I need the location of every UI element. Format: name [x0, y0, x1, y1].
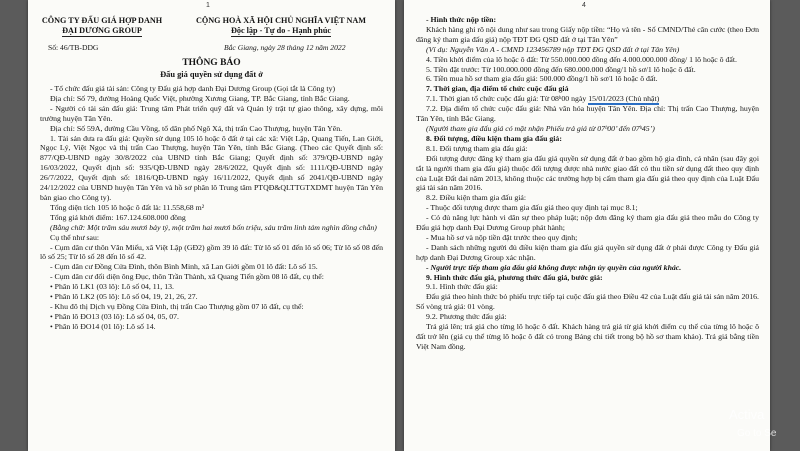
- paragraph: 7.2. Địa điểm tổ chức cuộc đấu giá: Nhà văn hóa huyện Tân Yên. Địa chỉ: Thị trấn Cao Thượng, huyện Tân Yên, tỉnh Bắc Giang.: [416, 104, 759, 124]
- document-page-right: [404, 0, 770, 451]
- paragraph: - Có đủ năng lực hành vi dân sự theo pháp luật; nộp đơn đăng ký tham gia đấu giá theo mẫu do Công ty Đấu giá hợp danh Đại Dương Group phát hành;: [416, 213, 759, 233]
- paragraph: (Người tham gia đấu giá có mặt nhận Phiếu trả giá từ 07ʰ00’ đến 07ʰ45’): [426, 123, 655, 133]
- paragraph: - Mua hồ sơ và nộp tiền đặt trước theo quy định;: [426, 232, 578, 242]
- company-header: [34, 16, 170, 37]
- national-motto: [170, 16, 392, 37]
- paragraph: 9.1. Hình thức đấu giá:: [426, 282, 498, 292]
- paragraph: - Danh sách những người đủ điều kiện tham gia đấu giá quyền sử dụng đất ở phải được Công ty Đấu giá hợp danh Đại Dương Group xác nhận.: [416, 242, 759, 262]
- paragraph: 5. Tiền đặt trước: Từ 100.000.000 đồng đến 680.000.000 đồng/1 hồ sơ/1 lô hoặc ô đất.: [426, 64, 696, 74]
- paragraph: • Phân lô LK1 (03 lô): Lô số 04, 11, 13.: [50, 282, 174, 292]
- document-body-left: [40, 84, 383, 332]
- paragraph: 4. Tiền khởi điểm của lô hoặc ô đất: Từ 550.000.000 đồng đến 4.000.000.000 đồng/ 1 lô hoặc ô đất.: [426, 54, 737, 64]
- paragraph: - Người trực tiếp tham gia đấu giá không được nhận ủy quyền của người khác.: [426, 262, 682, 272]
- paragraph: • Phân lô ĐO13 (03 lô): Lô số 04, 05, 07.: [50, 311, 179, 321]
- paragraph: (Ví dụ: Nguyễn Văn A - CMND 123456789 nộp TĐT ĐG QSD đất ở tại Tân Yên): [426, 44, 680, 54]
- page-number: 4: [582, 2, 586, 9]
- motto: Độc lập - Tự do - Hạnh phúc: [230, 26, 332, 35]
- paragraph: 9. Hình thức đấu giá, phương thức đấu giá, bước giá:: [426, 272, 603, 282]
- company-name-line2: ĐẠI DƯƠNG GROUP: [62, 26, 142, 35]
- company-name-line1: CÔNG TY ĐẤU GIÁ HỢP DANH: [41, 16, 163, 25]
- paragraph: - Cụm dân cư thôn Văn Miếu, xã Việt Lập (GĐ2) gồm 39 lô đất: Từ lô số 01 đến lô số 06; Từ lô số 08 đến lô số 25; Từ lô số 28 đến lô số 42.: [40, 242, 383, 262]
- paragraph: - Tổ chức đấu giá tài sản: Công ty Đấu giá hợp danh Đại Dương Group (Gọi tắt là Công ty): [50, 84, 336, 93]
- paragraph: 9.2. Phương thức đấu giá:: [426, 312, 507, 322]
- paragraph: - Thuộc đối tượng được tham gia đấu giá theo quy định tại mục 8.1;: [426, 203, 638, 213]
- paragraph: • Phân lô ĐO14 (01 lô): Lô số 14.: [50, 321, 156, 331]
- activation-watermark: Activa: [729, 407, 765, 422]
- paragraph: Tổng giá khởi điểm: 167.124.608.000 đồng: [50, 212, 186, 222]
- document-number: Số: 46/TB-DDG: [48, 43, 99, 52]
- paragraph: 8.2. Điều kiện tham gia đấu giá:: [426, 193, 527, 203]
- paragraph: Địa chỉ: Số 79, đường Hoàng Quốc Việt, phường Xương Giang, TP. Bắc Giang, tỉnh Bắc Giang.: [50, 93, 350, 103]
- paragraph: 8.1. Đối tượng tham gia đấu giá:: [426, 143, 528, 153]
- paragraph: - Cụm dân cư đối diện ông Đục, thôn Trần Thành, xã Quang Tiến gồm 08 lô đất, cụ thể:: [50, 272, 324, 282]
- document-body-right: [416, 15, 759, 352]
- paragraph: - Khu đô thị Dịch vụ Đồng Cửa Đình, thị trấn Cao Thượng gồm 07 lô đất, cụ thể:: [50, 301, 304, 311]
- paragraph: 1. Tài sản đưa ra đấu giá: Quyền sử dụng 105 lô hoặc ô đất ở tại các xã: Việt Lập, Quang Tiến, Lan Giới, Ngọc Lý, Việt Ngọc và thị trấn Cao Thượng, huyện Tân Yên, tỉnh Bắc Giang. (Theo các Quyết định số: 877/QĐ-UBND ngày 30/8/2022 của UBND tỉnh Bắc Giang; Quyết định số: 379/QĐ-UBND ngày 16/03/2022, Quyết định số: 935/QĐ-UBND ngày 28/6/2022, Quyết định số: 1111/QĐ-UBND ngày 26/7/2022, Quyết định số: 1816/QĐ-UBND ngày 16/11/2022, Quyết định số 2041/QĐ-UBND ngày 24/12/2022 của UBND huyện Tân Yên và hồ sơ phân lô Trung tâm PTQĐ&QLTTGTXDMT huyện Tân Yên bàn giao cho Công ty).: [40, 133, 383, 202]
- nation-name: CỘNG HOÀ XÃ HỘI CHỦ NGHĨA VIỆT NAM: [195, 16, 367, 25]
- paragraph: (Bằng chữ: Một trăm sáu mươi bảy tỷ, một trăm hai mươi bốn triệu, sáu trăm linh tám nghìn đồng chẵn): [50, 222, 377, 232]
- document-title: THÔNG BÁO: [182, 58, 241, 68]
- paragraph: Đối tượng được đăng ký tham gia đấu giá quyền sử dụng đất ở bao gồm hộ gia đình, cá nhân (sau đây gọi tắt là người tham gia đấu giá) thuộc đối tượng được nhà nước giao đất có thu tiền sử dụng đất theo quy định của Luật Đất đai năm 2013, không thuộc các trường hợp bị cấm tham gia đấu giá theo quy định của Luật Đấu giá tài sản năm 2016.: [416, 153, 759, 193]
- paragraph: Khách hàng ghi rõ nội dung như sau trong Giấy nộp tiền: “Họ và tên - Số CMND/Thẻ căn cước (theo Đơn đăng ký tham gia đấu giá) nộp TĐT ĐG QSD đất ở tại Tân Yên”: [416, 24, 759, 44]
- paragraph: 7. Thời gian, địa điểm tổ chức cuộc đấu giá: [426, 84, 569, 94]
- paragraph: Cụ thể như sau:: [50, 232, 100, 242]
- paragraph: - Cụm dân cư Đồng Cửa Đình, thôn Bình Minh, xã Lan Giới gồm 01 lô đất: Lô số 15.: [50, 262, 318, 272]
- page-number: 1: [206, 2, 210, 9]
- document-subtitle: Đấu giá quyền sử dụng đất ở: [160, 70, 263, 79]
- paragraph: 6. Tiền mua hồ sơ tham gia đấu giá: 500.000 đồng/1 hồ sơ/1 lô hoặc ô đất.: [426, 74, 658, 84]
- paragraph: Trả giá lên; trả giá cho từng lô hoặc ô đất. Khách hàng trả giá từ giá khởi điểm cụ thể của từng lô hoặc ô đất trở lên (giá cụ thể từng lô hoặc ô đất có trong Bảng chi tiết trong bộ hồ sơ tham khảo). Trả giá bằng tiền Việt Nam đồng.: [416, 322, 759, 351]
- paragraph: 8. Đối tượng, điều kiện tham gia đấu giá:: [426, 133, 562, 143]
- paragraph: Địa chỉ: Số 59A, đường Cầu Vồng, tổ dân phố Ngô Xá, thị trấn Cao Thượng, huyện Tân Yên.: [50, 123, 343, 133]
- paragraph: 7.1. Thời gian tổ chức cuộc đấu giá: Từ 08ʰ00 ngày 15/01/2023 (Chủ nhật): [426, 94, 660, 104]
- place-date: Bắc Giang, ngày 28 tháng 12 năm 2022: [224, 43, 346, 52]
- paragraph: - Người có tài sản đấu giá: Trung tâm Phát triển quỹ đất và Quản lý trật tự giao thông, xây dựng, môi trường huyện Tân Yên.: [40, 103, 383, 123]
- highlighted-date: 15/01/2023 (Chủ nhật): [588, 94, 660, 104]
- paragraph: Tổng diện tích 105 lô hoặc ô đất là: 11.558,68 m²: [50, 202, 205, 212]
- paragraph: • Phân lô LK2 (05 lô): Lô số 04, 19, 21, 26, 27.: [50, 292, 198, 302]
- activation-watermark-sub: Go to Se: [737, 428, 777, 439]
- paragraph: Đấu giá theo hình thức bỏ phiếu trực tiếp tại cuộc đấu giá theo Điều 42 của Luật đấu giá tài sản năm 2016. Số vòng trả giá: 01 vòng.: [416, 292, 759, 312]
- paragraph: - Hình thức nộp tiền:: [426, 15, 497, 24]
- document-page-left: [28, 0, 395, 451]
